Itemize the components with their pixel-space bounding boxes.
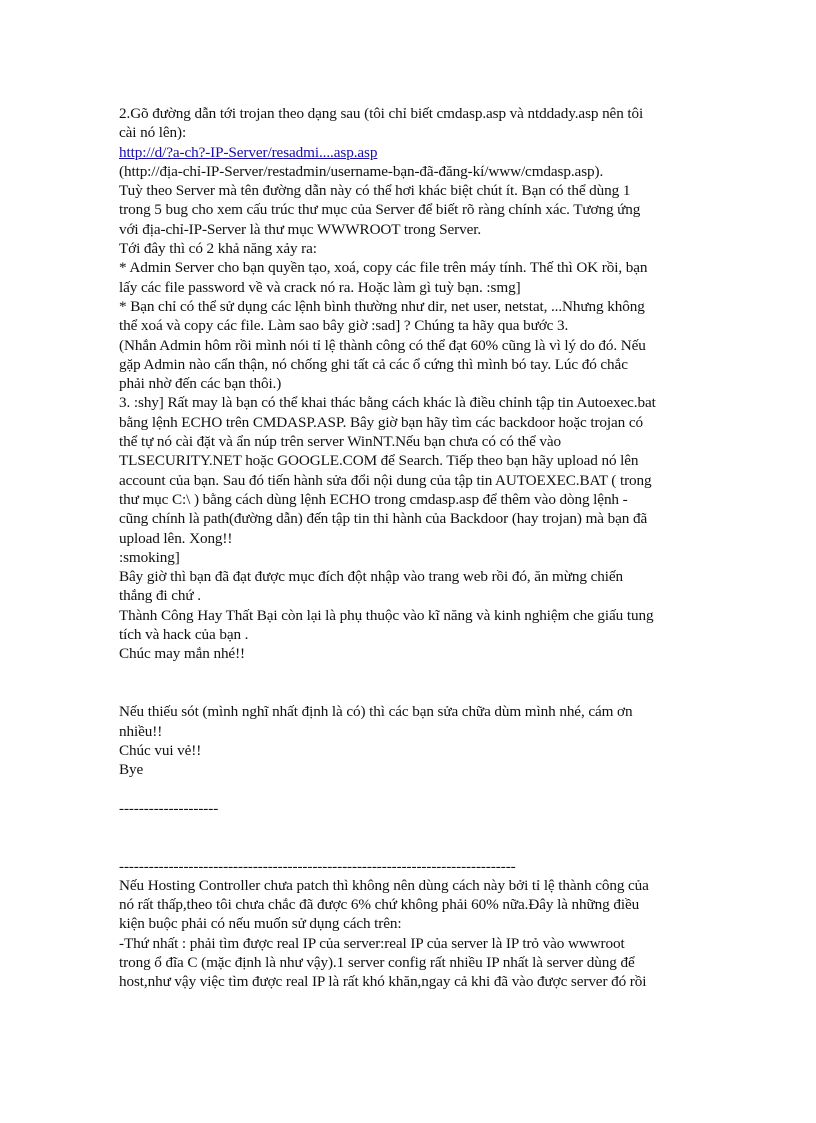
text-line: -Thứ nhất : phải tìm được real IP của server:real IP của server là IP trỏ vào wwwroot bbox=[119, 934, 625, 952]
blank-space bbox=[119, 779, 699, 798]
text-line: nó rất thấp,theo tôi chưa chắc đã được 6% chứ không phải 60% nữa.Đây là những điều bbox=[119, 896, 640, 914]
long-divider: -------------------------------------------------------------------------------- bbox=[119, 857, 516, 875]
text-line: phải nhờ đến các bạn thôi.) bbox=[119, 375, 282, 393]
text-line: kiện buộc phải có nếu muốn sử dụng cách trên: bbox=[119, 915, 402, 933]
text-line: Bây giờ thì bạn đã đạt được mục đích đột nhập vào trang web rồi đó, ăn mừng chiến bbox=[119, 568, 623, 586]
text-line: nhiều!! bbox=[119, 722, 163, 740]
text-line: Chúc vui vẻ!! bbox=[119, 741, 202, 759]
text-line: lấy các file password về và crack nó ra. Hoặc làm gì tuỳ bạn. :smg] bbox=[119, 278, 521, 296]
document-page bbox=[119, 104, 699, 992]
text-line: với địa-chỉ-IP-Server là thư mục WWWROOT trong Server. bbox=[119, 220, 482, 238]
short-divider: -------------------- bbox=[119, 799, 219, 817]
text-line: Thành Công Hay Thất Bại còn lại là phụ thuộc vào kĩ năng và kinh nghiệm che giấu tung bbox=[119, 606, 654, 624]
blank-space bbox=[119, 818, 699, 857]
text-line: (Nhắn Admin hôm rồi mình nói tỉ lệ thành công có thể đạt 60% cũng là vì lý do đó. Nếu bbox=[119, 336, 646, 354]
trojan-path-link[interactable]: http://d/?a-ch?-IP-Server/resadmi....asp.asp bbox=[119, 143, 378, 161]
text-line: Bye bbox=[119, 761, 144, 779]
text-line: (http://địa-chỉ-IP-Server/restadmin/username-bạn-đã-đăng-kí/www/cmdasp.asp). bbox=[119, 162, 604, 180]
text-line: upload lên. Xong!! bbox=[119, 529, 233, 547]
text-line: account của bạn. Sau đó tiến hành sửa đổi nội dung của tập tin AUTOEXEC.BAT ( trong bbox=[119, 471, 652, 489]
text-line: * Bạn chỉ có thể sử dụng các lệnh bình thường như dir, net user, netstat, ...Nhưng không bbox=[119, 297, 645, 315]
text-line: thư mục C:\ ) bằng cách dùng lệnh ECHO trong cmdasp.asp để thêm vào dòng lệnh - bbox=[119, 490, 628, 508]
text-line: :smoking] bbox=[119, 548, 180, 566]
text-line: Chúc may mắn nhé!! bbox=[119, 645, 245, 663]
text-line: Tuỳ theo Server mà tên đường dẫn này có thể hơi khác biệt chút ít. Bạn có thể dùng 1 bbox=[119, 182, 631, 200]
text-line: thắng đi chứ . bbox=[119, 587, 201, 605]
text-line: gặp Admin nào cẩn thận, nó chống ghi tất cả các ổ cứng thì mình bó tay. Lúc đó chắc bbox=[119, 355, 628, 373]
text-line: 2.Gõ đường dẫn tới trojan theo dạng sau (tôi chỉ biết cmdasp.asp và ntddady.asp nên tôi bbox=[119, 105, 644, 122]
text-line: trong ổ đĩa C (mặc định là như vậy).1 server config rất nhiều IP nhất là server dùng để bbox=[119, 954, 635, 972]
text-line: thể xoá và copy các file. Làm sao bây giờ :sad] ? Chúng ta hãy qua bước 3. bbox=[119, 317, 569, 335]
text-line: tích và hack của bạn . bbox=[119, 626, 249, 644]
text-line: Tới đây thì có 2 khả năng xảy ra: bbox=[119, 240, 317, 258]
text-line: cũng chính là path(đường dẫn) đến tập tin thi hành của Backdoor (hay trojan) mà bạn đã bbox=[119, 510, 648, 528]
text-line: * Admin Server cho bạn quyền tạo, xoá, copy các file trên máy tính. Thế thì OK rồi, bạn bbox=[119, 259, 648, 277]
text-line: host,như vậy việc tìm được real IP là rất khó khăn,ngay cả khi đã vào được server đó rồi bbox=[119, 973, 647, 991]
text-line: Nếu thiếu sót (mình nghĩ nhất định là có) thì các bạn sửa chữa dùm mình nhé, cám ơn bbox=[119, 703, 633, 721]
text-line: thể tự nó cài đặt và ẩn núp trên server WinNT.Nếu bạn chưa có có thể vào bbox=[119, 433, 562, 451]
blank-space bbox=[119, 664, 699, 703]
text-line: cài nó lên): bbox=[119, 124, 187, 142]
text-line: TLSECURITY.NET hoặc GOOGLE.COM để Search. Tiếp theo bạn hãy upload nó lên bbox=[119, 452, 639, 470]
text-line: bằng lệnh ECHO trên CMDASP.ASP. Bây giờ bạn hãy tìm các backdoor hoặc trojan có bbox=[119, 413, 644, 431]
text-line: trong 5 bug cho xem cấu trúc thư mục của Server để biết rõ ràng chính xác. Tương ứng bbox=[119, 201, 641, 219]
text-line: 3. :shy] Rất may là bạn có thể khai thác bằng cách khác là điều chỉnh tập tin Autoexec.bat bbox=[119, 394, 656, 412]
text-line: Nếu Hosting Controller chưa patch thì không nên dùng cách này bởi tỉ lệ thành công của bbox=[119, 876, 649, 894]
